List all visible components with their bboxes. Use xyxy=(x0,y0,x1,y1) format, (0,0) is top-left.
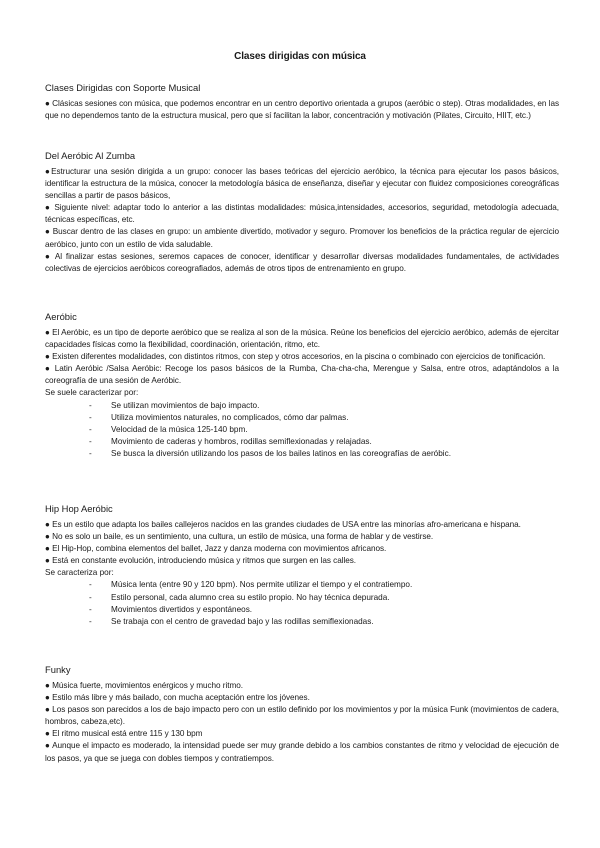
paragraph: ● El ritmo musical está entre 115 y 130 bpm xyxy=(45,729,203,739)
paragraph: ● Estilo más libre y más bailado, con mucha aceptación entre los jóvenes. xyxy=(45,693,310,703)
paragraph: ● Aunque el impacto es moderado, la intensidad puede ser muy grande debido a los cambios constantes de ritmo y velocidad de ejecución de los pasos, ya que se juega con dobles tiempos y contratiempos. xyxy=(45,741,559,763)
list-item: - Movimiento de caderas y hombros, rodillas semiflexionadas y relajadas. xyxy=(89,436,372,446)
list-item: - Se busca la diversión utilizando los pasos de los bailes latinos en las coreografías de aeróbic. xyxy=(89,448,451,458)
paragraph: ● Los pasos son parecidos a los de bajo impacto pero con un estilo definido por los movimientos y por la música Funk (movimientos de cadera, hombros, cabeza,etc). xyxy=(45,705,559,727)
characteristics-list xyxy=(45,579,559,627)
list-item: - Se trabaja con el centro de gravedad bajo y las rodillas semiflexionadas. xyxy=(89,616,374,626)
list-lead: Se caracteriza por: xyxy=(45,568,114,578)
paragraph: ● Siguiente nivel: adaptar todo lo anterior a las distintas modalidades: música,intensidades, accesorios, seguridad, metodología adecuada, técnicas específicas, etc. xyxy=(45,203,559,225)
list-item: - Se utilizan movimientos de bajo impacto. xyxy=(89,400,260,410)
list-item: - Utiliza movimientos naturales, no complicados, cómo dar palmas. xyxy=(89,412,349,422)
section-funky xyxy=(45,664,559,765)
list-item: - Movimientos divertidos y espontáneos. xyxy=(89,604,253,614)
paragraph: ● Está en constante evolución, introduciendo música y ritmos que surgen en las calles. xyxy=(45,556,357,566)
paragraph: ● El Hip-Hop, combina elementos del ballet, Jazz y danza moderna con movimientos africanos. xyxy=(45,544,387,554)
list-lead: Se suele caracterizar por: xyxy=(45,388,139,398)
section-aerobic xyxy=(45,311,559,460)
section-soporte-musical xyxy=(45,82,559,122)
paragraph: ● El Aeróbic, es un tipo de deporte aeróbico que se realiza al son de la música. Reúne los beneficios del ejercicio aeróbico, además de ejercitar capacidades físicas como la flexibilidad, coordinación, orientación, ritmo, etc. xyxy=(45,328,559,350)
section-heading: Funky xyxy=(45,664,71,675)
section-heading: Hip Hop Aeróbic xyxy=(45,503,113,514)
list-item: - Música lenta (entre 90 y 120 bpm). Nos permite utilizar el tiempo y el contratiempo. xyxy=(89,580,413,590)
page-title: Clases dirigidas con música xyxy=(234,51,366,62)
paragraph: ● No es solo un baile, es un sentimiento, una cultura, un estilo de música, una forma de hablar y de vestirse. xyxy=(45,532,434,542)
paragraph: ●Estructurar una sesión dirigida a un grupo: conocer las bases teóricas del ejercicio aeróbico, la técnica para ejecutar los pasos básicos, identificar la estructura de la música, conocer la metodología básica de enseñanza, diseñar y ejecutar con fluidez composiciones coreográficas sencillas a partir de pasos básicos, xyxy=(45,167,559,201)
list-item: - Estilo personal, cada alumno crea su estilo propio. No hay técnica depurada. xyxy=(89,592,390,602)
paragraph: ● Es un estilo que adapta los bailes callejeros nacidos en las grandes ciudades de USA entre las minorías afro-americana e hispana. xyxy=(45,520,521,529)
section-aerobic-zumba xyxy=(45,150,559,275)
paragraph: ● Buscar dentro de las clases en grupo: un ambiente divertido, motivador y seguro. Promover los beneficios de la práctica regular de ejercicio aeróbico, junto con un estilo de vida saludable. xyxy=(45,227,559,249)
paragraph: ● Clásicas sesiones con música, que podemos encontrar en un centro deportivo orientada a grupos (aeróbic o step). Otras modalidades, en las que no dependemos tanto de la estructura musical, pero que sí facilitan la labor, concentración y motivación (Pilates, Circuito, HIIT, etc.) xyxy=(45,99,559,121)
section-hip-hop-aerobic xyxy=(45,503,559,628)
paragraph: ● Existen diferentes modalidades, con distintos ritmos, con step y otros accesorios, en la piscina o combinado con ejercicios de tonificación. xyxy=(45,352,546,362)
paragraph: ● Al finalizar estas sesiones, seremos capaces de conocer, identificar y desarrollar diversas modalidades fundamentales, de actividades colectivas de ejercicios aeróbicos coreografiados, además de otros tipos de entrenamiento en grupo. xyxy=(45,251,559,273)
section-heading: Aeróbic xyxy=(45,311,77,322)
paragraph: ● Latin Aeróbic /Salsa Aeróbic: Recoge los pasos básicos de la Rumba, Cha-cha-cha, Merengue y Salsa, entre otros, adaptándolos a la coreografía de una sesión de Aeróbic. xyxy=(45,364,559,386)
section-heading: Clases Dirigidas con Soporte Musical xyxy=(45,82,201,93)
characteristics-list xyxy=(45,400,559,460)
section-heading: Del Aeróbic Al Zumba xyxy=(45,150,136,161)
paragraph: ● Música fuerte, movimientos enérgicos y mucho ritmo. xyxy=(45,681,243,690)
list-item: - Velocidad de la música 125-140 bpm. xyxy=(89,424,248,434)
